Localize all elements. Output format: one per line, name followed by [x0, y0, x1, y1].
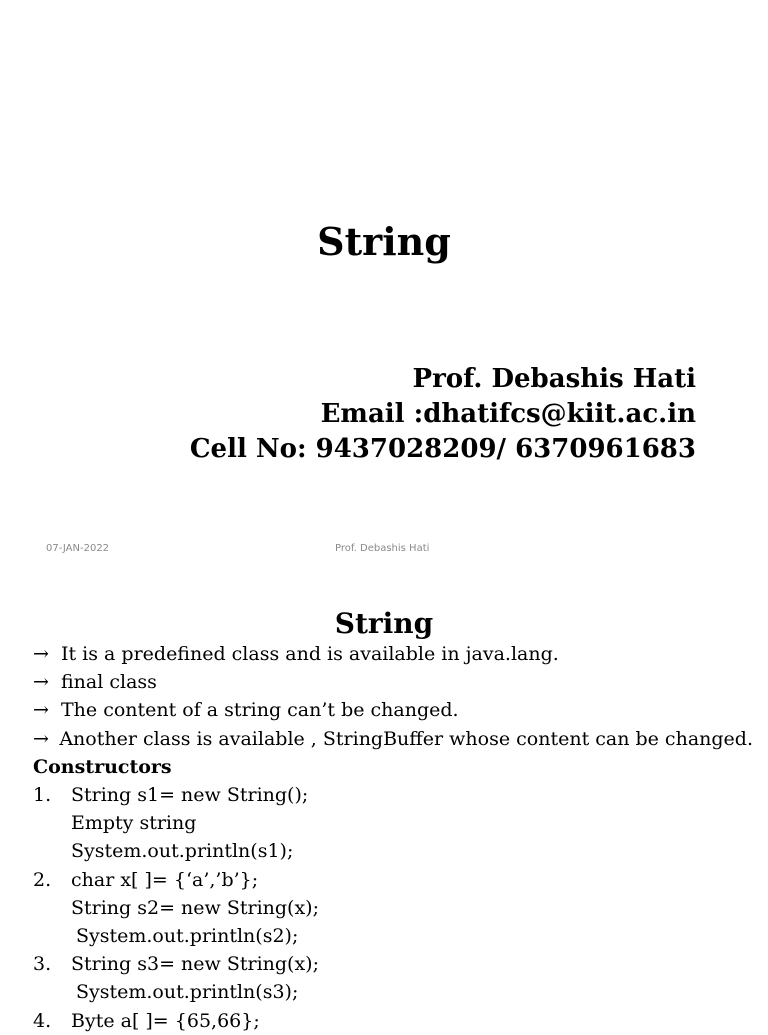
slide-title: String [334, 607, 434, 640]
bullet-item [33, 668, 753, 696]
code-line: String s3= new String(x); [71, 953, 319, 976]
list-item [33, 950, 753, 978]
slide-body [33, 640, 753, 1035]
code-line: String s2= new String(x); [71, 896, 319, 919]
bullet-text: final class [61, 671, 157, 694]
list-item [33, 866, 753, 894]
arrow-right-icon: → [33, 727, 49, 750]
bullet-item [33, 696, 753, 724]
bullet-item [33, 725, 753, 753]
code-line: char x[ ]= {‘a’,’b’}; [71, 868, 259, 891]
code-line: System.out.println(s3); [76, 981, 299, 1004]
content-slide [0, 576, 768, 1032]
list-number: 2. [33, 868, 52, 891]
footer-author: Prof. Debashis Hati [335, 543, 430, 554]
list-item [33, 1007, 753, 1035]
list-number: 3. [33, 953, 52, 976]
footer-date: 07-JAN-2022 [46, 543, 110, 554]
author-phone: Cell No: 9437028209/ 6370961683 [189, 434, 696, 464]
code-line: Byte a[ ]= {65,66}; [71, 1009, 260, 1032]
author-block [190, 362, 696, 467]
list-number: 4. [33, 1009, 52, 1032]
slide-title: String [317, 219, 451, 264]
arrow-right-icon: → [33, 699, 49, 722]
author-email: Email :dhatifcs@kiit.ac.in [320, 399, 696, 429]
list-item [33, 781, 753, 809]
bullet-item [33, 640, 753, 668]
code-line: Empty string [71, 812, 197, 835]
author-name: Prof. Debashis Hati [412, 364, 696, 394]
section-heading: Constructors [33, 755, 172, 778]
code-line: String s1= new String(); [71, 784, 309, 807]
code-line: System.out.println(s1); [71, 840, 294, 863]
bullet-text: It is a predefined class and is available in java.lang. [61, 643, 559, 665]
bullet-text: The content of a string can’t be changed. [61, 699, 459, 722]
code-line: System.out.println(s2); [76, 925, 299, 948]
list-number: 1. [33, 784, 52, 807]
bullet-text: Another class is available , StringBuffer whose content can be changed. [59, 727, 753, 750]
arrow-right-icon: → [33, 671, 49, 694]
arrow-right-icon: → [33, 643, 49, 665]
